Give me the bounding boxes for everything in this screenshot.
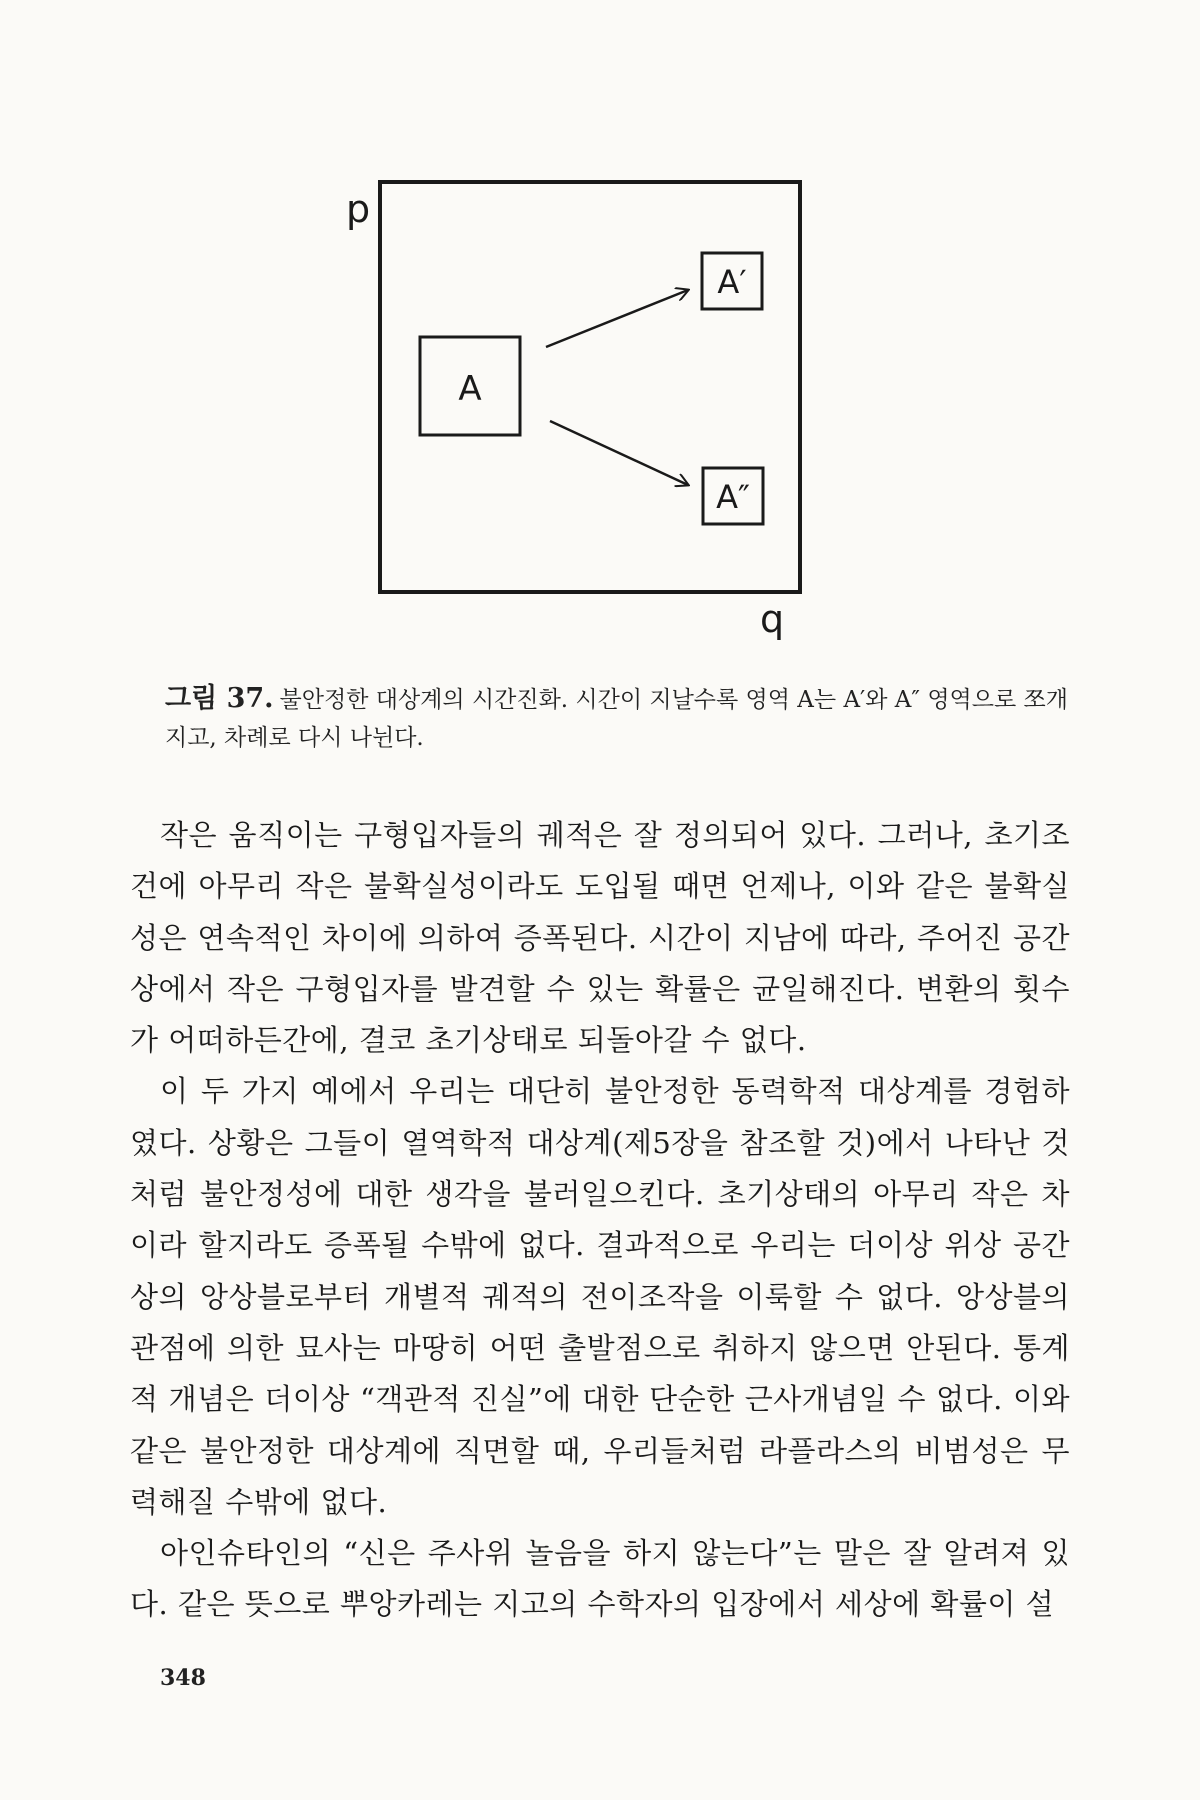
phase-space-figure: [0, 0, 1200, 650]
axis-q-label: q: [760, 597, 785, 641]
page-number: 348: [160, 1665, 206, 1691]
region-a-label: A: [458, 369, 482, 409]
paragraph: 아인슈타인의 “신은 주사위 놀음을 하지 않는다”는 말은 잘 알려져 있다. 같은 뜻으로 뿌앙카레는 지고의 수학자의 입장에서 세상에 확률이 설: [130, 1536, 1070, 1622]
region-a-double-prime-label: A″: [716, 478, 750, 516]
phase-space-border: [380, 182, 800, 592]
axis-p-label: p: [346, 187, 371, 231]
body-text: [130, 810, 1070, 1631]
figure-caption-text: 불안정한 대상계의 시간진화. 시간이 지날수록 영역 A는 A′와 A″ 영역으로 쪼개지고, 차례로 다시 나뉜다.: [165, 687, 1068, 751]
arrow-to-a-double-prime: [550, 421, 688, 485]
paragraph: 이 두 가지 예에서 우리는 대단히 불안정한 동력학적 대상계를 경험하였다. 상황은 그들이 열역학적 대상계(제5장을 참조할 것)에서 나타난 것처럼 불안정성에 대한 생각을 불러일으킨다. 초기상태의 아무리 작은 차이라 할지라도 증폭될 수밖에 없다. 결과적으로 우리는 더이상 위상 공간상의 앙상블로부터 개별적 궤적의 전이조작을 이룩할 수 없다. 앙상블의 관점에 의한 묘사는 마땅히 어떤 출발점으로 취하지 않으면 안된다. 통계적 개념은 더이상 “객관적 진실”에 대한 단순한 근사개념일 수 없다. 이와 같은 불안정한 대상계에 직면할 때, 우리들처럼 라플라스의 비범성은 무력해질 수밖에 없다.: [130, 1074, 1070, 1519]
arrow-to-a-prime: [546, 290, 688, 347]
paragraph: 작은 움직이는 구형입자들의 궤적은 잘 정의되어 있다. 그러나, 초기조건에 아무리 작은 불확실성이라도 도입될 때면 언제나, 이와 같은 불확실성은 연속적인 차이에 의하여 증폭된다. 시간이 지남에 따라, 주어진 공간상에서 작은 구형입자를 발견할 수 있는 확률은 균일해진다. 변환의 횟수가 어떠하든간에, 결코 초기상태로 되돌아갈 수 없다.: [130, 818, 1070, 1058]
figure-caption-label: 그림 37.: [165, 683, 274, 714]
figure-caption: [165, 680, 1075, 757]
region-a-prime-label: A′: [717, 263, 747, 301]
